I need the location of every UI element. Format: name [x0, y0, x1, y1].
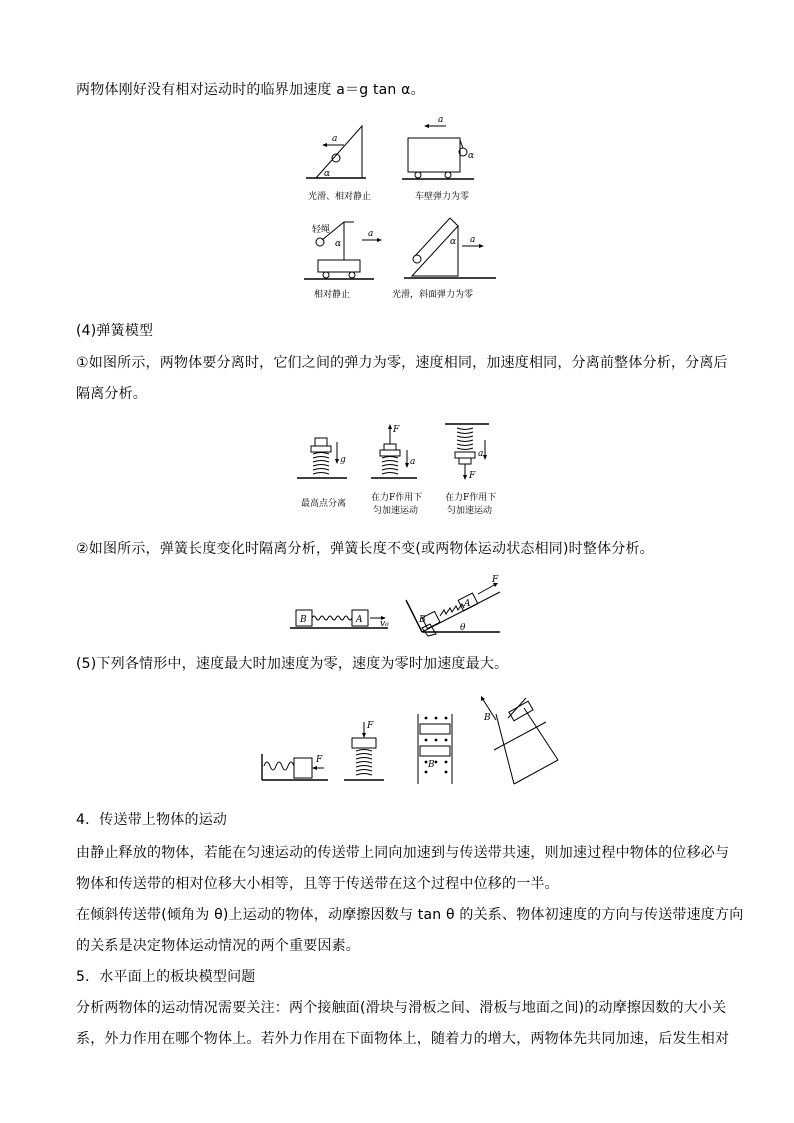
svg-text:B: B [419, 615, 426, 625]
svg-text:F: F [367, 721, 374, 731]
critical-acceleration-line: 两物体刚好没有相对运动时的临界加速度 a＝g tan α。 [76, 82, 425, 98]
force-up-diagram [371, 424, 422, 516]
svg-text:a: a [478, 449, 484, 459]
svg-text:a: a [410, 457, 416, 467]
caption-bottom-left: 相对静止 [314, 290, 351, 300]
caption-hanging-2: 匀加速运动 [447, 506, 493, 516]
conveyor-para-2b: 的关系是决定物体运动情况的两个重要因素。 [76, 938, 360, 954]
conveyor-para-1b: 物体和传送带的相对位移大小相等，且等于传送带在这个过程中位移的一半。 [76, 876, 559, 892]
section-5-line: (5)下列各情形中，速度最大时加速度为零，速度为零时加速度最大。 [76, 656, 509, 672]
caption-force-up-2: 匀加速运动 [373, 506, 419, 516]
conveyor-para-1a: 由静止释放的物体，若能在匀速运动的传送带上同向加速到与传送带共速，则加速过程中物体的位移必与 [76, 845, 730, 861]
svg-text:α: α [324, 169, 331, 179]
svg-text:g: g [340, 455, 346, 465]
inclined-rails-diagram [481, 696, 558, 784]
caption-highest-point: 最高点分离 [301, 499, 347, 509]
svg-text:B: B [428, 760, 435, 770]
svg-text:α: α [468, 151, 475, 161]
svg-text:α: α [335, 239, 342, 249]
spring-para-1b: 隔离分析。 [76, 386, 147, 402]
caption-top-right: 车壁弹力为零 [415, 192, 470, 202]
cart-rope-diagram [304, 222, 382, 300]
critical-acceleration-figure [300, 108, 500, 304]
incline-rope-diagram [392, 218, 496, 300]
svg-text:a: a [332, 134, 338, 144]
svg-text:B: B [484, 713, 491, 723]
svg-text:F: F [469, 471, 476, 481]
svg-text:v₀: v₀ [380, 619, 389, 629]
magnetic-field-rails-diagram [418, 714, 452, 784]
spring-para-1a: ①如图所示，两物体要分离时，它们之间的弹力为零，速度相同，加速度相同，分离前整体分析，分离后 [76, 355, 728, 371]
plank-para-1a: 分析两物体的运动情况需要关注：两个接触面(滑块与滑板之间、滑板与地面之间)的动摩擦因数的大小关 [76, 1000, 727, 1016]
highest-point-diagram [297, 438, 347, 509]
max-velocity-figure [258, 690, 558, 790]
svg-text:a: a [368, 229, 374, 239]
heading-plank-model: 5．水平面上的板块模型问题 [76, 969, 256, 985]
svg-text:θ: θ [460, 623, 466, 633]
plank-para-1b: 系，外力作用在哪个物体上。若外力作用在下面物体上，随着力的增大，两物体先共同加速，后发生相对 [76, 1031, 730, 1047]
section-spring-model: (4)弹簧模型 [76, 323, 154, 339]
svg-text:F: F [393, 425, 400, 435]
horizontal-spring-force-diagram [262, 754, 328, 780]
spring-blocks-figure [288, 572, 508, 636]
cart-wall-diagram [402, 115, 474, 202]
svg-text:F: F [492, 575, 499, 585]
caption-force-up-1: 在力F作用下 [371, 493, 423, 503]
caption-bottom-right: 光滑，斜面弹力为零 [392, 290, 474, 300]
incline-blocks-diagram [406, 575, 500, 636]
svg-text:α: α [450, 237, 457, 247]
horizontal-blocks-diagram [290, 610, 389, 629]
caption-hanging-1: 在力F作用下 [445, 493, 497, 503]
svg-text:a: a [438, 115, 444, 125]
svg-text:轻绳: 轻绳 [312, 225, 331, 235]
heading-conveyor: 4．传送带上物体的运动 [76, 812, 228, 828]
conveyor-para-2a: 在倾斜传送带(倾角为 θ)上运动的物体，动摩擦因数与 tan θ 的关系、物体初速度的方向与传送带速度方向 [76, 907, 744, 923]
vertical-spring-force-diagram [344, 721, 384, 780]
incline-ball-diagram [306, 126, 371, 202]
caption-top-left: 光滑、相对静止 [308, 192, 372, 202]
svg-text:F: F [316, 755, 323, 765]
hanging-spring-diagram [445, 424, 496, 516]
svg-text:a: a [470, 235, 476, 245]
svg-text:A: A [356, 615, 363, 625]
spring-para-2: ②如图所示，弹簧长度变化时隔离分析，弹簧长度不变(或两物体运动状态相同)时整体分析。 [76, 541, 654, 557]
svg-text:A: A [464, 599, 471, 609]
spring-separation-figure [289, 420, 514, 520]
svg-text:B: B [300, 615, 307, 625]
